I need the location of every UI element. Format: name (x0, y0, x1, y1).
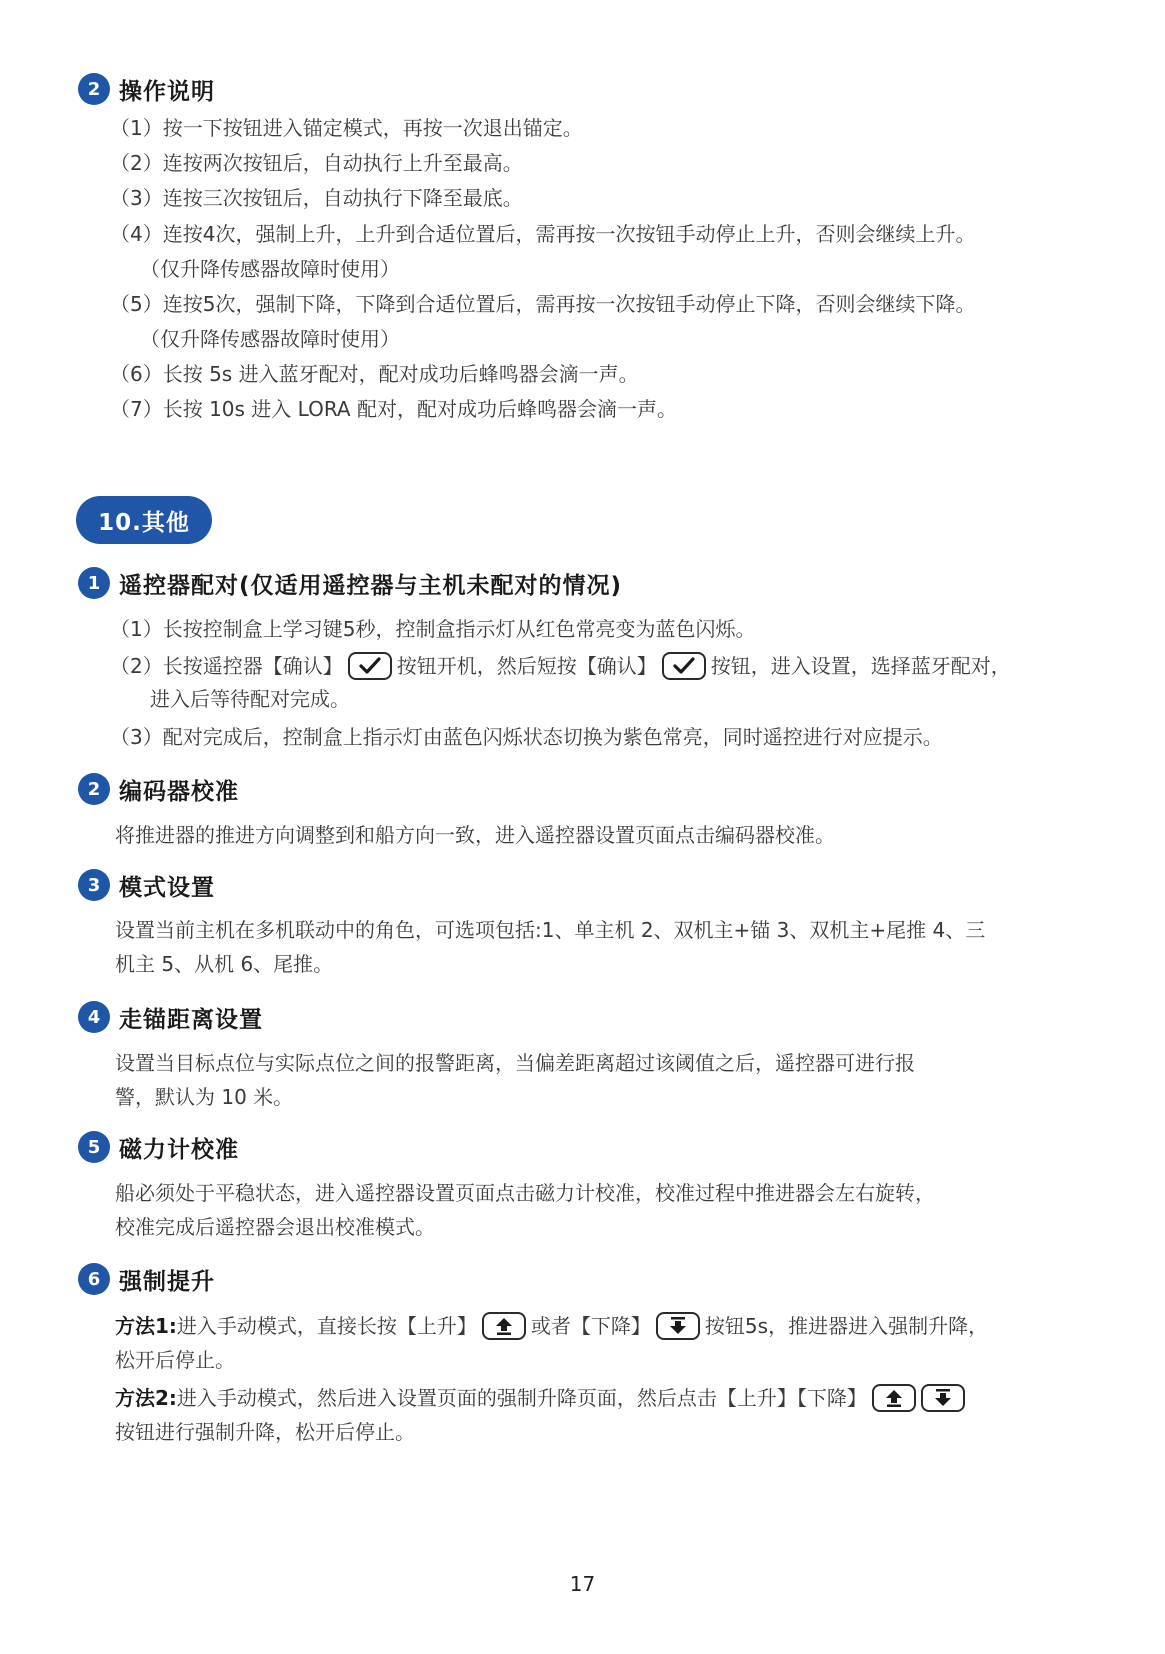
mode-text-line-1: 设置当前主机在多机联动中的角色，可选项包括:1、单主机 2、双机主+锚 3、双机主+尾推 4、三 (115, 918, 986, 942)
down-arrow-icon (934, 1389, 952, 1407)
operation-item-7: （7）长按 10s 进入 LORA 配对，配对成功后蜂鸣器会滴一声。 (110, 397, 677, 421)
method-1-text-b: 或者【下降】 (530, 1314, 651, 1338)
down-arrow-icon (669, 1317, 687, 1335)
pairing-step-2-text-b: 按钮开机，然后短按【确认】 (396, 654, 657, 678)
section-number-badge: 4 (78, 1001, 110, 1033)
down-key (656, 1312, 700, 1340)
section-number-badge: 1 (78, 567, 110, 599)
force-method-1 (115, 1311, 988, 1342)
encoder-text: 将推进器的推进方向调整到和船方向一致，进入遥控器设置页面点击编码器校准。 (115, 823, 835, 847)
pairing-step-3: （3）配对完成后，控制盒上指示灯由蓝色闪烁状态切换为紫色常亮，同时遥控进行对应提示。 (110, 725, 943, 749)
pairing-section-heading (78, 566, 622, 600)
section-title: 强制提升 (119, 1268, 215, 1295)
force-section-heading (78, 1262, 215, 1296)
operation-item-3: （3）连按三次按钮后，自动执行下降至最底。 (110, 186, 523, 210)
mode-text-line-2: 机主 5、从机 6、尾推。 (115, 952, 334, 976)
section-number-badge: 3 (78, 869, 110, 901)
section-title: 遥控器配对(仅适用遥控器与主机未配对的情况) (119, 572, 623, 599)
compass-text-line-2: 校准完成后遥控器会退出校准模式。 (115, 1215, 435, 1239)
pairing-step-2 (110, 651, 1011, 682)
method-2-label: 方法2: (115, 1386, 177, 1410)
pairing-step-1: （1）长按控制盒上学习键5秒，控制盒指示灯从红色常亮变为蓝色闪烁。 (110, 617, 756, 641)
drift-text-line-2: 警，默认为 10 米。 (115, 1085, 294, 1109)
confirm-key (662, 652, 706, 680)
page-number: 17 (569, 1572, 596, 1596)
chapter-title: 10.其他 (76, 496, 212, 544)
operation-item-4-note: （仅升降传感器故障时使用） (140, 257, 400, 281)
method-1-text-a: 进入手动模式，直接长按【上升】 (176, 1314, 477, 1338)
compass-section-heading (78, 1130, 239, 1164)
section-title: 编码器校准 (119, 778, 239, 805)
check-icon (359, 657, 381, 675)
operation-item-6: （6）长按 5s 进入蓝牙配对，配对成功后蜂鸣器会滴一声。 (110, 362, 639, 386)
operation-item-5: （5）连按5次，强制下降，下降到合适位置后，需再按一次按钮手动停止下降，否则会继续下降。 (110, 292, 976, 316)
drift-section-heading (78, 1000, 263, 1034)
up-key (872, 1384, 916, 1412)
method-1-text-c: 按钮5s，推进器进入强制升降， (704, 1314, 989, 1338)
up-arrow-icon (885, 1389, 903, 1407)
section-number-badge: 5 (78, 1131, 110, 1163)
method-2-text-a: 进入手动模式，然后进入设置页面的强制升降页面，然后点击【上升】【下降】 (176, 1386, 867, 1410)
section-number-badge: 2 (78, 773, 110, 805)
operation-item-2: （2）连按两次按钮后，自动执行上升至最高。 (110, 151, 523, 175)
up-arrow-icon (495, 1317, 513, 1335)
force-method-1-continued: 松开后停止。 (115, 1348, 235, 1372)
operation-item-5-note: （仅升降传感器故障时使用） (140, 327, 400, 351)
section-title: 模式设置 (119, 874, 215, 901)
check-icon (673, 657, 695, 675)
operation-item-1: （1）按一下按钮进入锚定模式，再按一次退出锚定。 (110, 116, 583, 140)
down-key (921, 1384, 965, 1412)
compass-text-line-1: 船必须处于平稳状态，进入遥控器设置页面点击磁力计校准，校准过程中推进器会左右旋转， (115, 1181, 935, 1205)
drift-text-line-1: 设置当目标点位与实际点位之间的报警距离，当偏差距离超过该阈值之后，遥控器可进行报 (115, 1051, 915, 1075)
force-method-2-continued: 按钮进行强制升降，松开后停止。 (115, 1420, 415, 1444)
section-title: 操作说明 (119, 78, 215, 105)
encoder-section-heading (78, 772, 239, 806)
section-number-badge: 2 (78, 73, 110, 105)
force-method-2 (115, 1383, 970, 1414)
pairing-step-2-continued: 进入后等待配对完成。 (150, 687, 350, 711)
operation-item-4: （4）连按4次，强制上升，上升到合适位置后，需再按一次按钮手动停止上升，否则会继续上升。 (110, 222, 976, 246)
section-title: 磁力计校准 (119, 1136, 239, 1163)
up-key (482, 1312, 526, 1340)
pairing-step-2-text-c: 按钮，进入设置，选择蓝牙配对， (710, 654, 1011, 678)
pairing-step-2-text-a: （2）长按遥控器【确认】 (110, 654, 343, 678)
confirm-key (348, 652, 392, 680)
mode-section-heading (78, 868, 215, 902)
section-number-badge: 6 (78, 1263, 110, 1295)
operation-section-heading (78, 72, 215, 106)
section-title: 走锚距离设置 (119, 1006, 263, 1033)
method-1-label: 方法1: (115, 1314, 177, 1338)
